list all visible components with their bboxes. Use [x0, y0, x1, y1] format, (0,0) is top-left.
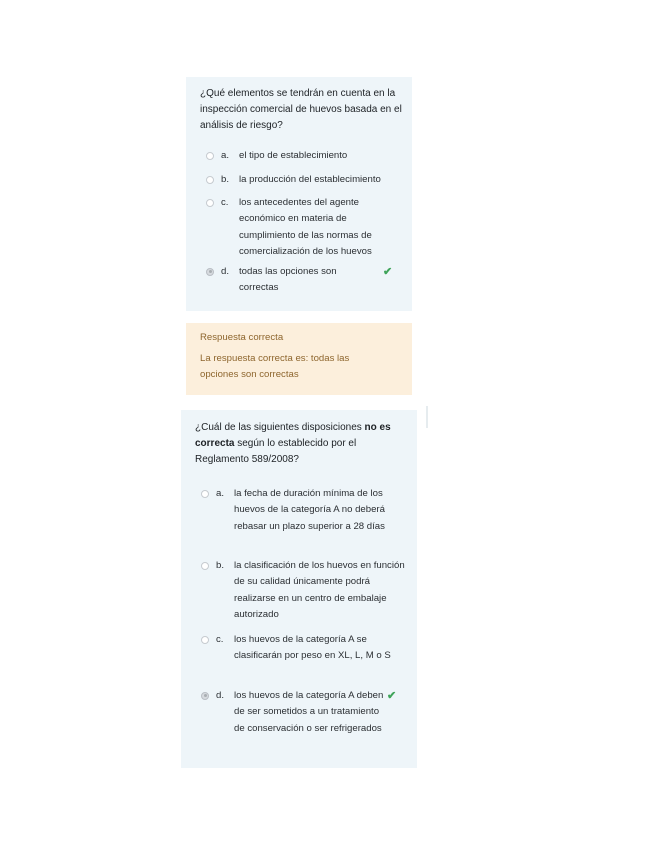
divider	[426, 406, 428, 428]
option-text: los huevos de la categoría A deben de ser sometidos a un tratamiento de conservación o ser refrigerados	[234, 690, 384, 734]
question-2-text-bold: no es correcta	[195, 422, 391, 449]
feedback-box	[186, 323, 412, 395]
feedback-text: La respuesta correcta es: todas las opciones son correctas	[200, 353, 350, 380]
option-letter: a.	[216, 488, 225, 499]
option-text: los antecedentes del agente económico en materia de cumplimiento de las normas de comercialización de los huevos	[239, 197, 372, 257]
option-letter: c.	[216, 634, 224, 645]
radio-button[interactable]	[201, 490, 209, 498]
radio-button[interactable]	[201, 562, 209, 570]
correct-check-icon: ✔	[383, 266, 393, 278]
radio-button[interactable]	[206, 199, 214, 207]
question-1-text: ¿Qué elementos se tendrán en cuenta en la inspección comercial de huevos basada en el análisis de riesgo?	[200, 88, 402, 131]
option-text: la producción del establecimiento	[239, 174, 381, 185]
option-text: los huevos de la categoría A se clasificarán por peso en XL, L, M o S	[234, 634, 391, 662]
radio-button[interactable]	[206, 152, 214, 160]
question-2-text	[195, 420, 407, 468]
correct-check-icon: ✔	[387, 690, 397, 702]
option-text: la clasificación de los huevos en función de su calidad únicamente podrá realizarse en un centro de embalaje autorizado	[234, 560, 405, 620]
option-text: la fecha de duración mínima de los huevos de la categoría A no deberá rebasar un plazo superior a 28 días	[234, 488, 385, 532]
radio-button[interactable]	[206, 176, 214, 184]
question-2-text-start: ¿Cuál de las siguientes disposiciones	[195, 422, 365, 433]
option-letter: a.	[221, 150, 230, 161]
question-2-text-end: según lo establecido por el Reglamento 589/2008?	[195, 438, 357, 465]
radio-button-selected[interactable]	[201, 692, 209, 700]
option-letter: b.	[216, 560, 225, 571]
option-letter: d.	[216, 690, 225, 701]
feedback-title: Respuesta correcta	[200, 332, 284, 343]
option-text: el tipo de establecimiento	[239, 150, 348, 161]
radio-button-selected[interactable]	[206, 268, 214, 276]
option-text: todas las opciones son correctas	[239, 266, 337, 294]
radio-button[interactable]	[201, 636, 209, 644]
option-letter: b.	[221, 174, 230, 185]
option-letter: c.	[221, 197, 229, 208]
question-1-card	[186, 77, 412, 311]
question-2-card	[181, 410, 417, 768]
option-letter: d.	[221, 266, 230, 277]
